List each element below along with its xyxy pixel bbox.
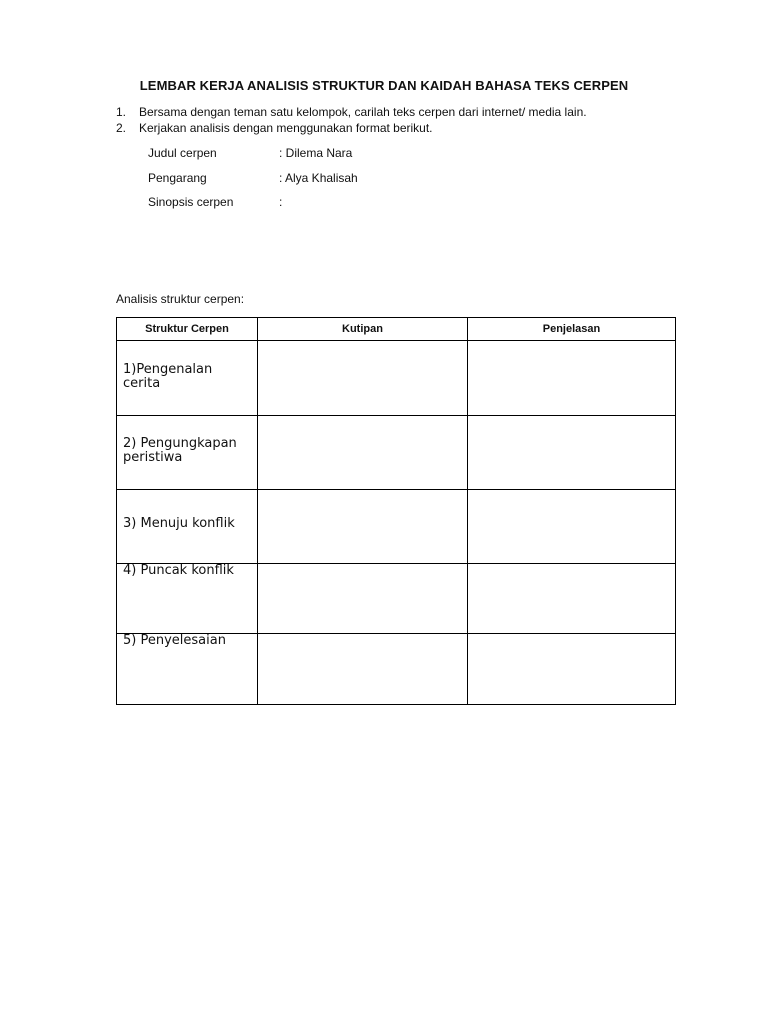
column-header-struktur: Struktur Cerpen	[117, 318, 258, 341]
column-header-kutipan: Kutipan	[258, 318, 468, 341]
kutipan-cell[interactable]	[258, 416, 468, 490]
stage-label: 3) Menuju konflik	[123, 516, 235, 531]
kutipan-cell[interactable]	[258, 341, 468, 416]
stage-cell	[117, 564, 258, 634]
analysis-table	[116, 317, 676, 705]
penjelasan-cell[interactable]	[468, 490, 676, 564]
table-row	[117, 634, 676, 705]
stage-label: 1)Pengenalan cerita	[123, 362, 213, 391]
worksheet-title: LEMBAR KERJA ANALISIS STRUKTUR DAN KAIDAH BAHASA TEKS CERPEN	[139, 78, 629, 93]
column-header-penjelasan: Penjelasan	[468, 318, 676, 341]
penjelasan-cell[interactable]	[468, 416, 676, 490]
stage-cell	[117, 341, 258, 416]
table-row	[117, 416, 676, 490]
judul-value: : Dilema Nara	[279, 146, 353, 160]
stage-label: 4) Puncak konflik	[123, 563, 234, 578]
table-row	[117, 564, 676, 634]
pengarang-label: Pengarang	[148, 171, 207, 185]
kutipan-cell[interactable]	[258, 634, 468, 705]
kutipan-cell[interactable]	[258, 564, 468, 634]
analysis-label: Analisis struktur cerpen:	[116, 292, 245, 306]
stage-cell	[117, 634, 258, 705]
penjelasan-cell[interactable]	[468, 341, 676, 416]
table-row	[117, 341, 676, 416]
kutipan-cell[interactable]	[258, 490, 468, 564]
penjelasan-cell[interactable]	[468, 564, 676, 634]
pengarang-value: : Alya Khalisah	[279, 171, 358, 185]
stage-label: 2) Pengungkapan peristiwa	[123, 436, 237, 465]
instruction-text: Bersama dengan teman satu kelompok, carilah teks cerpen dari internet/ media lain.	[139, 105, 587, 119]
penjelasan-cell[interactable]	[468, 634, 676, 705]
stage-cell	[117, 490, 258, 564]
instruction-number: 2.	[116, 121, 127, 135]
sinopsis-value: :	[279, 195, 283, 209]
judul-label: Judul cerpen	[148, 146, 217, 160]
stage-label: 5) Penyelesaian	[123, 633, 226, 648]
instruction-item	[116, 105, 587, 119]
sinopsis-label: Sinopsis cerpen	[148, 195, 234, 209]
instruction-text: Kerjakan analisis dengan menggunakan format berikut.	[139, 121, 433, 135]
instruction-number: 1.	[116, 105, 127, 119]
stage-cell	[117, 416, 258, 490]
instruction-item	[116, 121, 433, 135]
table-header-row	[117, 318, 676, 341]
table-row	[117, 490, 676, 564]
